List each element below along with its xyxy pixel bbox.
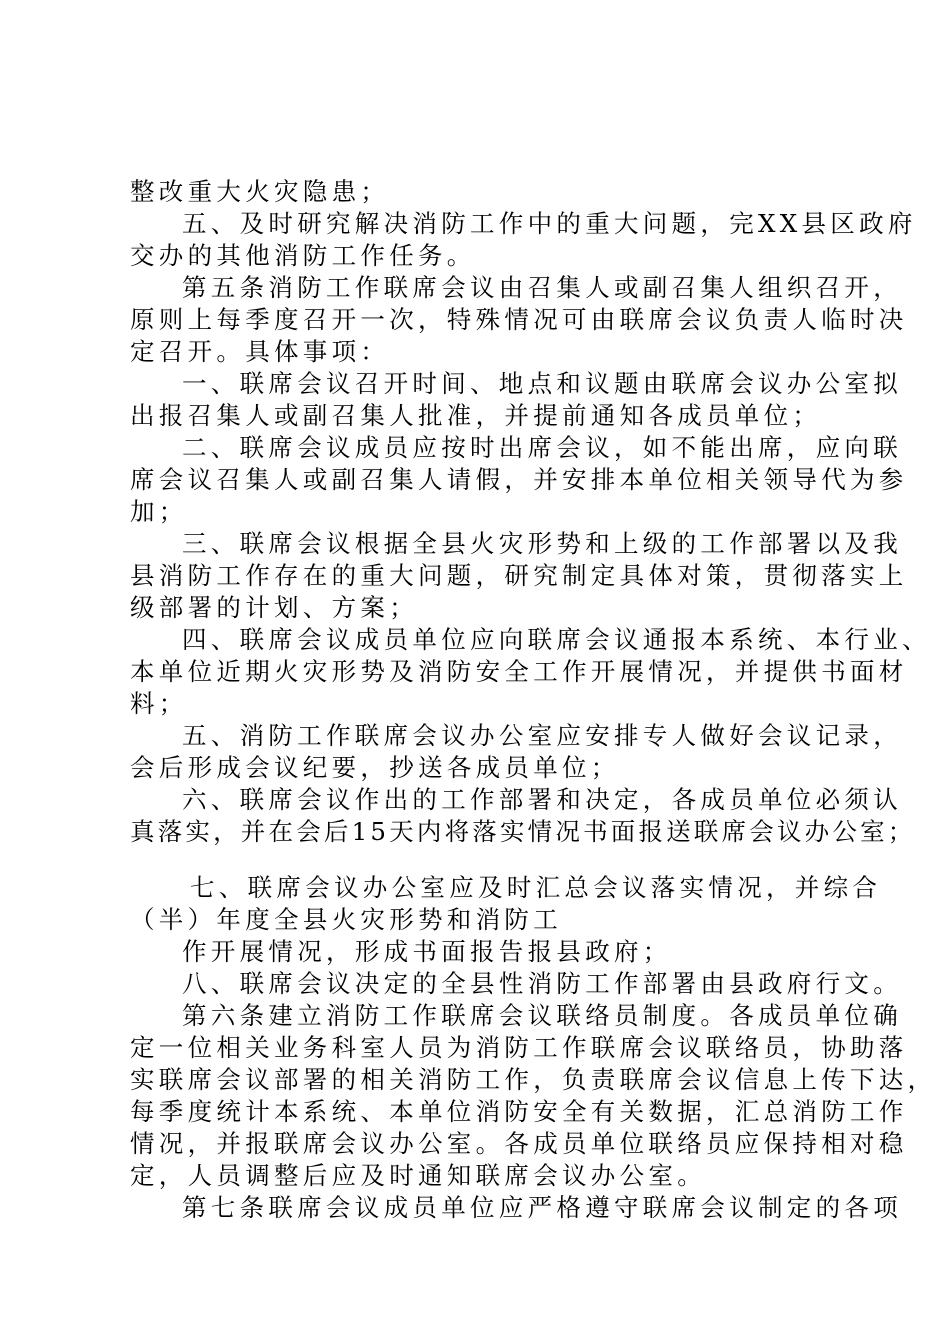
text-line: 加； — [130, 497, 188, 526]
text-line: 原则上每季度召开一次，特殊情况可由联席会议负责人临时决 — [130, 305, 908, 334]
text-line: 一、联席会议召开时间、地点和议题由联席会议办公室拟 — [182, 369, 902, 398]
text-line: 六、联席会议作出的工作部署和决定，各成员单位必须认 — [182, 785, 902, 814]
text-line: 席会议召集人或副召集人请假，并安排本单位相关领导代为参 — [130, 465, 908, 494]
text-line: 七、联席会议办公室应及时汇总会议落实情况，并综合 — [190, 873, 882, 902]
text-line: 三、联席会议根据全县火灾形势和上级的工作部署以及我 — [182, 529, 902, 558]
text-line: 料； — [130, 689, 188, 718]
text-line: 每季度统计本系统、本单位消防安全有关数据，汇总消防工作 — [130, 1097, 908, 1126]
text-line: 第七条联席会议成员单位应严格遵守联席会议制定的各项 — [182, 1193, 902, 1222]
text-line: （半）年度全县火灾形势和消防工 — [130, 905, 562, 934]
text-line: 情况，并报联席会议办公室。各成员单位联络员应保持相对稳 — [130, 1129, 908, 1158]
text-line: 定召开。具体事项： — [130, 337, 390, 366]
text-line: 真落实，并在会后15天内将落实情况书面报送联席会议办公室； — [130, 817, 916, 846]
text-line: 本单位近期火灾形势及消防安全工作开展情况，并提供书面材 — [130, 657, 908, 686]
text-line: 五、及时研究解决消防工作中的重大问题，完XX县区政府 — [182, 209, 917, 238]
text-line: 级部署的计划、方案； — [130, 593, 418, 622]
text-line: 二、联席会议成员应按时出席会议，如不能出席，应向联 — [182, 433, 902, 462]
text-line: 交办的其他消防工作任务。 — [130, 241, 476, 270]
text-line: 八、联席会议决定的全县性消防工作部署由县政府行文。 — [182, 969, 902, 998]
text-line: 会后形成会议纪要，抄送各成员单位； — [130, 753, 620, 782]
text-line: 第五条消防工作联席会议由召集人或副召集人组织召开， — [182, 273, 902, 302]
text-line: 实联席会议部署的相关消防工作，负责联席会议信息上传下达， — [130, 1065, 937, 1094]
text-line: 出报召集人或副召集人批准，并提前通知各成员单位； — [130, 401, 822, 430]
text-line: 整改重大火灾隐患； — [130, 177, 390, 206]
text-line: 定一位相关业务科室人员为消防工作联席会议联络员，协助落 — [130, 1033, 908, 1062]
text-line: 五、消防工作联席会议办公室应安排专人做好会议记录， — [182, 721, 902, 750]
text-line: 四、联席会议成员单位应向联席会议通报本系统、本行业、 — [182, 625, 931, 654]
text-line: 第六条建立消防工作联席会议联络员制度。各成员单位确 — [182, 1001, 902, 1030]
text-line: 县消防工作存在的重大问题，研究制定具体对策，贯彻落实上 — [130, 561, 908, 590]
text-line: 作开展情况，形成书面报告报县政府； — [182, 937, 672, 966]
text-line: 定，人员调整后应及时通知联席会议办公室。 — [130, 1161, 706, 1190]
